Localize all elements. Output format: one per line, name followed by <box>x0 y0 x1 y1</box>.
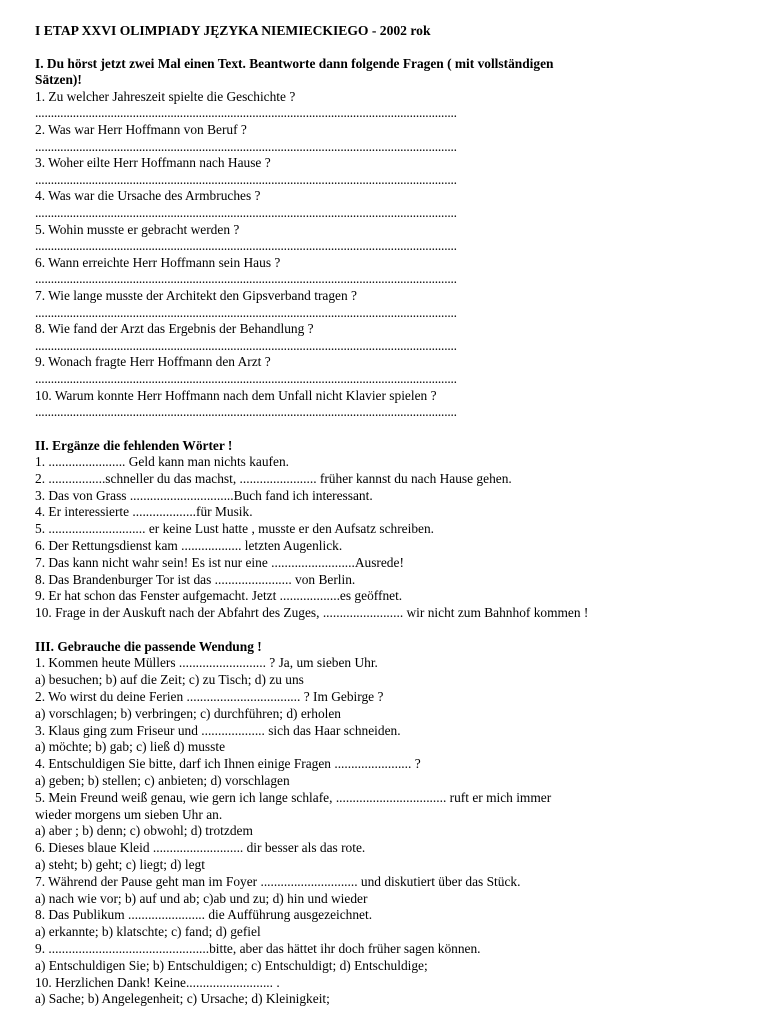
exercise-line: 1. Kommen heute Müllers .......................... ? Ja, um sieben Uhr. <box>35 655 378 671</box>
answer-options: a) Sache; b) Angelegenheit; c) Ursache; d) Kleinigkeit; <box>35 991 330 1007</box>
exercise-line: 6. Dieses blaue Kleid ........................... dir besser als das rote. <box>35 840 366 856</box>
fill-in-item: 7. Das kann nicht wahr sein! Es ist nur eine .........................Ausrede! <box>35 554 404 570</box>
fill-in-item: 3. Das von Grass ...............................Buch fand ich interessant. <box>35 487 373 503</box>
answer-options: a) möchte; b) gab; c) ließ d) musste <box>35 739 226 755</box>
spacer <box>35 622 735 639</box>
answer-line[interactable]: ...................................................................................................................................... <box>35 171 457 187</box>
section-1 <box>35 56 735 421</box>
question: 3. Woher eilte Herr Hoffmann nach Hause ? <box>35 155 271 171</box>
fill-in-item: 10. Frage in der Auskuft nach der Abfahrt des Zuges, ........................ wir nicht zum Bahnhof kommen ! <box>35 605 589 621</box>
exercise-line: 4. Entschuldigen Sie bitte, darf ich Ihnen einige Fragen ....................... ? <box>35 756 421 772</box>
question: 6. Wann erreichte Herr Hoffmann sein Haus ? <box>35 254 281 270</box>
section-1-heading <box>35 56 735 89</box>
answer-options: a) geben; b) stellen; c) anbieten; d) vorschlagen <box>35 773 290 789</box>
answer-line[interactable]: ...................................................................................................................................... <box>35 337 457 353</box>
section-2 <box>35 438 735 622</box>
section-1-heading-line-2: Sätzen)! <box>35 72 82 88</box>
fill-in-item: 8. Das Brandenburger Tor ist das ....................... von Berlin. <box>35 571 356 587</box>
question: 5. Wohin musste er gebracht werden ? <box>35 221 240 237</box>
answer-options: a) aber ; b) denn; c) obwohl; d) trotzdem <box>35 823 253 839</box>
question: 2. Was war Herr Hoffmann von Beruf ? <box>35 122 247 137</box>
exercise-line: 5. Mein Freund weiß genau, wie gern ich lange schlafe, ................................. ruft er mich immer <box>35 789 552 805</box>
question: 9. Wonach fragte Herr Hoffmann den Arzt ? <box>35 354 271 370</box>
answer-line[interactable]: ...................................................................................................................................... <box>35 271 457 287</box>
answer-line[interactable]: ...................................................................................................................................... <box>35 238 457 254</box>
spacer <box>35 421 735 438</box>
answer-options: a) nach wie vor; b) auf und ab; c)ab und zu; d) hin und wieder <box>35 890 368 906</box>
fill-in-item: 2. .................schneller du das machst, ....................... früher kannst du nach Hause gehen. <box>35 470 512 486</box>
answer-line[interactable]: ...................................................................................................................................... <box>35 404 457 420</box>
answer-options: a) steht; b) geht; c) liegt; d) legt <box>35 857 205 873</box>
fill-in-item: 9. Er hat schon das Fenster aufgemacht. Jetzt ..................es geöffnet. <box>35 588 403 604</box>
question: 10. Warum konnte Herr Hoffmann nach dem Unfall nicht Klavier spielen ? <box>35 387 437 403</box>
question: 7. Wie lange musste der Architekt den Gipsverband tragen ? <box>35 287 357 303</box>
exercise-line: 3. Klaus ging zum Friseur und ................... sich das Haar schneiden. <box>35 722 401 738</box>
exercise-line: 8. Das Publikum ....................... die Aufführung ausgezeichnet. <box>35 907 373 923</box>
answer-line[interactable]: ...................................................................................................................................... <box>35 105 457 121</box>
answer-options: a) erkannte; b) klatschte; c) fand; d) gefiel <box>35 924 261 940</box>
section-1-questions <box>35 89 735 421</box>
exercise-line: 7. Während der Pause geht man im Foyer ............................. und diskutiert über das Stück. <box>35 873 521 889</box>
answer-line[interactable]: ...................................................................................................................................... <box>35 304 457 320</box>
question: 4. Was war die Ursache des Armbruches ? <box>35 188 261 204</box>
exercise-line: 2. Wo wirst du deine Ferien .................................. ? Im Gebirge ? <box>35 689 384 705</box>
section-3 <box>35 639 735 1008</box>
section-1-heading-line-1: I. Du hörst jetzt zwei Mal einen Text. Beantworte dann folgende Fragen ( mit vollständigen <box>35 56 554 71</box>
section-3-heading: III. Gebrauche die passende Wendung ! <box>35 639 262 655</box>
worksheet-page <box>35 22 735 1008</box>
fill-in-item: 6. Der Rettungsdienst kam .................. letzten Augenlick. <box>35 538 343 554</box>
exercise-line: 10. Herzlichen Dank! Keine.......................... . <box>35 974 280 990</box>
question: 1. Zu welcher Jahreszeit spielte die Geschichte ? <box>35 88 296 104</box>
fill-in-item: 1. ....................... Geld kann man nichts kaufen. <box>35 454 290 470</box>
answer-line[interactable]: ...................................................................................................................................... <box>35 204 457 220</box>
exercise-line: 9. ................................................bitte, aber das hättet ihr doch früher sagen können. <box>35 941 481 957</box>
section-2-heading: II. Ergänze die fehlenden Wörter ! <box>35 437 233 453</box>
fill-in-item: 5. ............................. er keine Lust hatte , musste er den Aufsatz schreiben. <box>35 521 435 537</box>
question: 8. Wie fand der Arzt das Ergebnis der Behandlung ? <box>35 321 314 337</box>
answer-options: a) besuchen; b) auf die Zeit; c) zu Tisch; d) zu uns <box>35 672 304 688</box>
page-title: I ETAP XXVI OLIMPIADY JĘZYKA NIEMIECKIEGO - 2002 rok <box>35 23 431 38</box>
answer-line[interactable]: ...................................................................................................................................... <box>35 370 457 386</box>
fill-in-item: 4. Er interessierte ...................für Musik. <box>35 504 253 520</box>
answer-options: a) Entschuldigen Sie; b) Entschuldigen; c) Entschuldigt; d) Entschuldige; <box>35 957 428 973</box>
answer-line[interactable]: ...................................................................................................................................... <box>35 138 457 154</box>
exercise-line-continued: wieder morgens um sieben Uhr an. <box>35 806 223 822</box>
answer-options: a) vorschlagen; b) verbringen; c) durchführen; d) erholen <box>35 705 341 721</box>
